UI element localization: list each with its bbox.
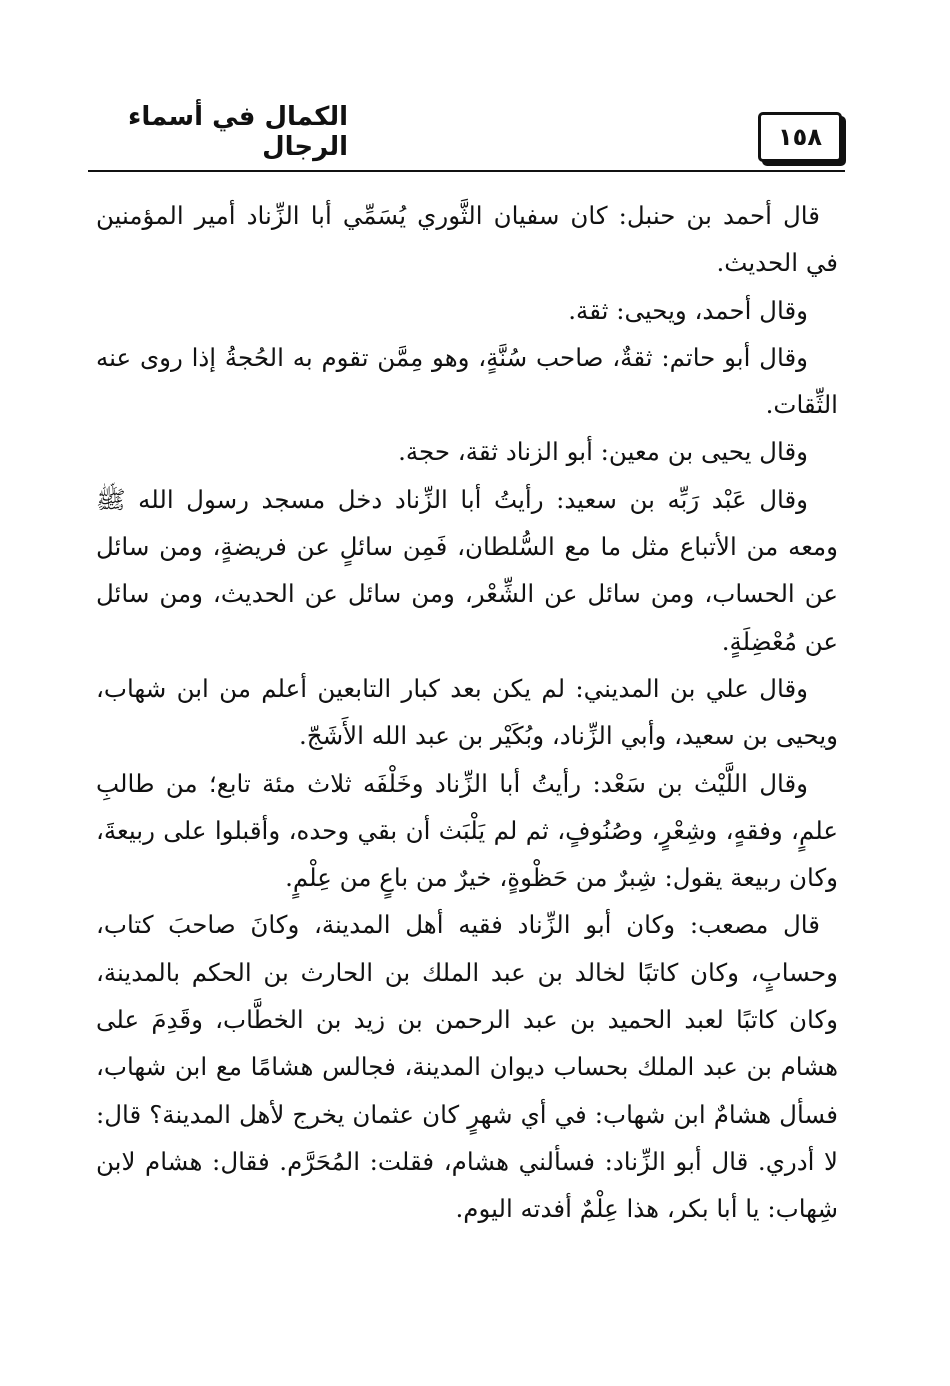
paragraph: وقال يحيى بن معين: أبو الزناد ثقة، حجة.	[398, 437, 808, 467]
header-divider	[88, 170, 845, 172]
body-text	[96, 192, 838, 1233]
paragraph: وقال عَبْد رَبِّه بن سعيد: رأيتُ أبا الزِّناد دخل مسجد رسول الله ﷺ ومعه من الأتباع مثل ما مع السُّلطان، فَمِن سائلٍ عن فريضةٍ، ومن سائل عن الحساب، ومن سائل عن الشِّعْر، ومن سائل عن الحديث، ومن سائل عن مُعْضِلَةٍ.	[96, 484, 838, 656]
paragraph: وقال أحمد، ويحيى: ثقة.	[568, 295, 808, 325]
page-number: ١٥٨	[758, 112, 842, 162]
paragraph: وقال اللَّيْث بن سَعْد: رأيتُ أبا الزِّناد وخَلْفَه ثلاث مئة تابع؛ من طالبِ علمٍ، وفقهٍ، وشِعْرٍ، وصُنُوفٍ، ثم لم يَلْبَث أن بقي وحده، وأقبلوا على ربيعةَ، وكان ربيعة يقول: شِبرٌ من حَظْوةٍ، خيرٌ من باعٍ من عِلْمٍ.	[96, 768, 838, 893]
running-title: الكمال في أسماء الرجال	[128, 102, 348, 162]
paragraph: وقال أبو حاتم: ثقةٌ، صاحب سُنَّةٍ، وهو مِمَّن تقوم به الحُجةُ إذا روى عنه الثِّقات.	[96, 342, 838, 420]
paragraph: قال مصعب: وكان أبو الزِّناد فقيه أهل المدينة، وكانَ صاحبَ كتاب، وحسابٍ، وكان كاتبًا لخالد بن عبد الملك بن الحارث بن الحكم بالمدينة، وكان كاتبًا لعبد الحميد بن عبد الرحمن بن زيد بن الخطَّاب، وقَدِمَ على هشام بن عبد الملك بحساب ديوان المدينة، فجالس هشامًا مع ابن شهاب، فسأل هشامٌ ابن شهاب: في أي شهرٍ كان عثمان يخرج لأهل المدينة؟ قال: لا أدري. قال أبو الزِّناد: فسألني هشام، فقلت: المُحَرَّم. فقال: هشام لابن شِهاب: يا أبا بكر، هذا عِلْمٌ أفدته اليوم.	[96, 910, 838, 1224]
paragraph: قال أحمد بن حنبل: كان سفيان الثَّوري يُسَمِّي أبا الزِّناد أمير المؤمنين في الحديث.	[96, 201, 838, 278]
page-header	[88, 100, 850, 170]
paragraph: وقال علي بن المديني: لم يكن بعد كبار التابعين أعلم من ابن شهاب، ويحيى بن سعيد، وأبي الزِّناد، وبُكَيْر بن عبد الله الأَشَجّ.	[96, 673, 838, 751]
